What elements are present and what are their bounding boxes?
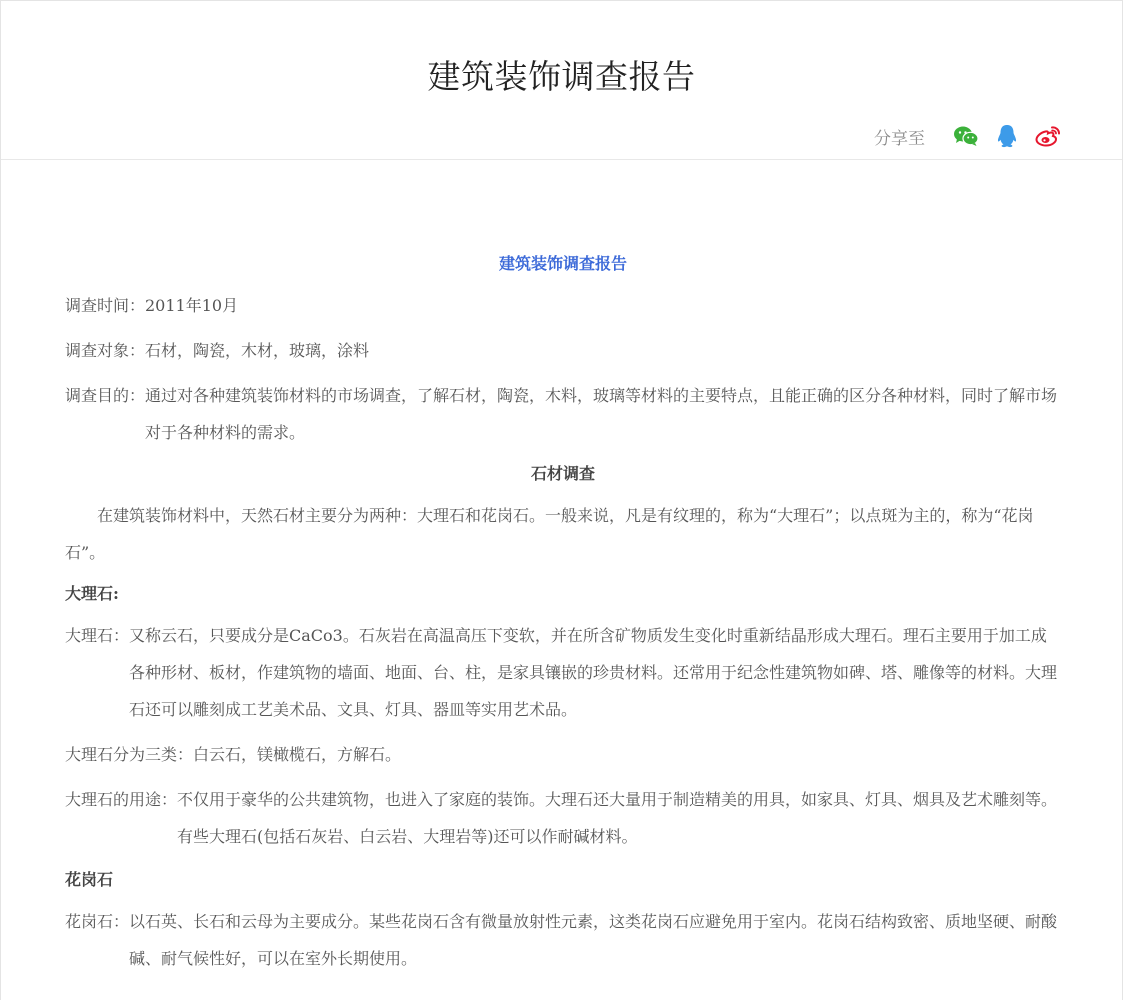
qq-icon[interactable] bbox=[993, 122, 1021, 150]
article-body bbox=[65, 241, 1061, 977]
survey-time: 调查时间：2011年10月 bbox=[65, 296, 239, 315]
share-label: 分享至 bbox=[874, 128, 925, 149]
marble-use-text: 不仅用于豪华的公共建筑物，也进入了家庭的装饰。大理石还大量用于制造精美的用具，如家具、灯具、烟具及艺术雕刻等。有些大理石(包括石灰岩、白云岩、大理岩等)还可以作耐碱材料。 bbox=[177, 790, 1058, 846]
article-title: 建筑装饰调查报告 bbox=[498, 254, 627, 273]
page-header bbox=[1, 1, 1122, 160]
granite-text: 以石英、长石和云母为主要成分。某些花岗石含有微量放射性元素，这类花岗石应避免用于室内。花岗石结构致密、质地坚硬、耐酸碱、耐气候性好，可以在室外长期使用。 bbox=[129, 912, 1058, 968]
survey-purpose-label: 调查目的： bbox=[65, 386, 146, 405]
survey-purpose bbox=[65, 377, 1061, 451]
marble-use-label: 大理石的用途： bbox=[65, 790, 178, 809]
marble-definition bbox=[65, 617, 1061, 728]
section-heading-stone: 石材调查 bbox=[530, 464, 595, 483]
page-title: 建筑装饰调查报告 bbox=[427, 57, 696, 96]
marble-uses bbox=[65, 781, 1061, 855]
granite-label: 花岗石： bbox=[65, 912, 130, 931]
marble-heading: 大理石: bbox=[65, 584, 119, 603]
marble-text: 又称云石，只要成分是CaCo3。石灰岩在高温高压下变软，并在所含矿物质发生变化时重新结晶形成大理石。理石主要用于加工成各种形材、板材，作建筑物的墙面、地面、台、柱，是家具镶嵌的珍贵材料。还常用于纪念性建筑物如碑、塔、雕像等的材料。大理石还可以雕刻成工艺美术品、文具、灯具、器皿等实用艺术品。 bbox=[129, 626, 1058, 719]
survey-objects: 调查对象：石材，陶瓷，木材，玻璃，涂料 bbox=[65, 341, 370, 360]
wechat-icon[interactable] bbox=[952, 122, 980, 150]
stone-intro: 在建筑装饰材料中，天然石材主要分为两种：大理石和花岗石。一般来说，凡是有纹理的，称为“大理石”；以点斑为主的，称为“花岗石”。 bbox=[65, 506, 1034, 562]
weibo-icon[interactable] bbox=[1034, 122, 1062, 150]
marble-types: 大理石分为三类：白云石，镁橄榄石，方解石。 bbox=[65, 745, 402, 764]
marble-label: 大理石： bbox=[65, 626, 130, 645]
granite-heading: 花岗石 bbox=[65, 870, 114, 889]
granite-definition bbox=[65, 903, 1061, 977]
survey-purpose-text: 通过对各种建筑装饰材料的市场调查，了解石材，陶瓷，木料，玻璃等材料的主要特点，且能正确的区分各种材料，同时了解市场对于各种材料的需求。 bbox=[145, 386, 1058, 442]
share-bar bbox=[874, 121, 1062, 151]
